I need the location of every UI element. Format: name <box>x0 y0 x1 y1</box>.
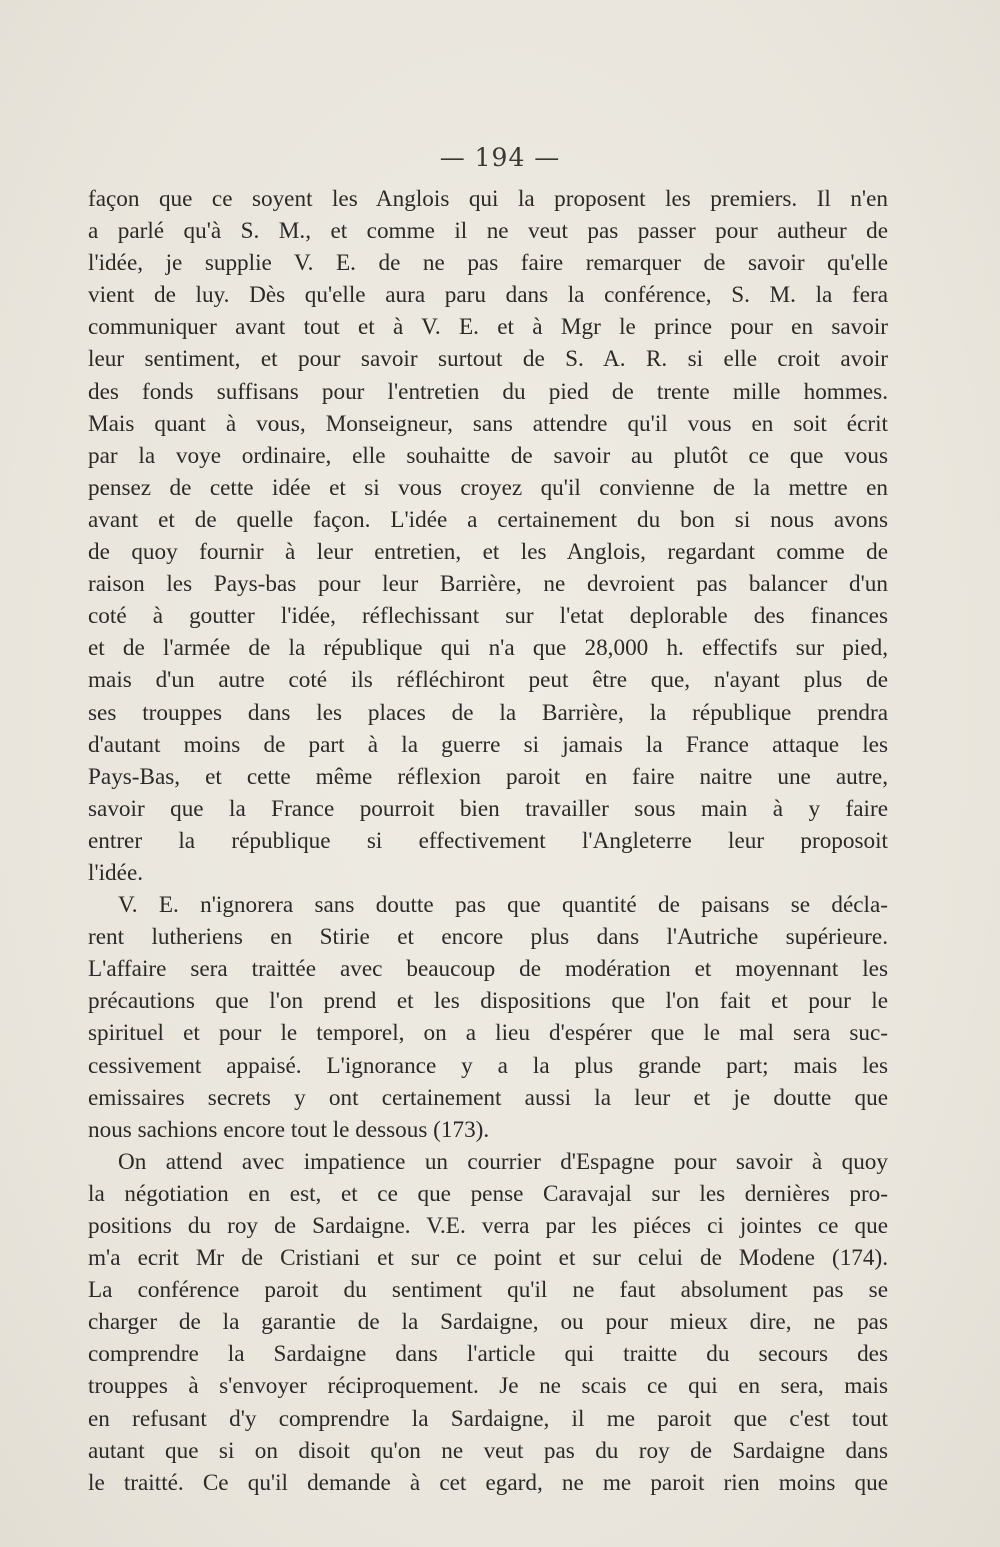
paragraph <box>88 889 888 1146</box>
text-line: l'idée, je supplie V. E. de ne pas faire remarquer de savoir qu'elle <box>88 250 888 277</box>
text-line: Pays-Bas, et cette même réflexion paroit en faire naitre une autre, <box>88 763 888 790</box>
text-line: On attend avec impatience un courrier d'Espagne pour savoir à quoy <box>118 1148 888 1175</box>
text-line: l'idée. <box>88 859 144 886</box>
text-line: en refusant d'y comprendre la Sardaigne, il me paroit que c'est tout <box>88 1405 888 1432</box>
text-line: raison les Pays-bas pour leur Barrière, ne devroient pas balancer d'un <box>88 571 888 598</box>
text-line: L'affaire sera traittée avec beaucoup de modération et moyennant les <box>88 956 888 983</box>
text-line: avant et de quelle façon. L'idée a certainement du bon si nous avons <box>88 506 888 533</box>
text-line: leur sentiment, et pour savoir surtout de S. A. R. si elle croit avoir <box>88 346 888 373</box>
page-number: — 194 — <box>439 143 561 172</box>
text-line: rent lutheriens en Stirie et encore plus dans l'Autriche supérieure. <box>88 924 888 951</box>
text-line: le traitté. Ce qu'il demande à cet egard, ne me paroit rien moins que <box>88 1469 888 1496</box>
text-line: nous sachions encore tout le dessous (173). <box>88 1116 490 1143</box>
text-line: cessivement appaisé. L'ignorance y a la plus grande part; mais les <box>88 1052 888 1079</box>
text-line: la négotiation en est, et ce que pense Caravajal sur les dernières pro- <box>88 1180 888 1207</box>
text-line: pensez de cette idée et si vous croyez qu'il convienne de la mettre en <box>88 474 888 501</box>
text-line: savoir que la France pourroit bien travailler sous main à y faire <box>88 795 888 822</box>
text-line: La conférence paroit du sentiment qu'il ne faut absolument pas se <box>88 1277 888 1304</box>
text-line: spirituel et pour le temporel, on a lieu d'espérer que le mal sera suc- <box>88 1020 888 1047</box>
text-line: m'a ecrit Mr de Cristiani et sur ce point et sur celui de Modene (174). <box>88 1245 888 1272</box>
text-line: Mais quant à vous, Monseigneur, sans attendre qu'il vous en soit écrit <box>88 410 888 437</box>
text-line: V. E. n'ignorera sans doutte pas que quantité de paisans se décla- <box>118 892 888 919</box>
text-line: positions du roy de Sardaigne. V.E. verra par les piéces ci jointes ce que <box>88 1213 888 1239</box>
body-text <box>88 183 888 1499</box>
text-line: charger de la garantie de la Sardaigne, ou pour mieux dire, ne pas <box>88 1309 888 1336</box>
text-line: et de l'armée de la république qui n'a que 28,000 h. effectifs sur pied, <box>88 635 888 662</box>
text-line: a parlé qu'à S. M., et comme il ne veut pas passer pour autheur de <box>88 218 888 245</box>
text-line: ses trouppes dans les places de la Barrière, la république prendra <box>88 699 888 726</box>
text-line: emissaires secrets y ont certainement aussi la leur et je doutte que <box>88 1084 888 1111</box>
text-line: par la voye ordinaire, elle souhaitte de savoir au plutôt ce que vous <box>88 442 888 469</box>
text-line: trouppes à s'envoyer réciproquement. Je ne scais ce qui en sera, mais <box>88 1373 888 1400</box>
text-line: entrer la république si effectivement l'Angleterre leur proposoit <box>88 827 888 854</box>
text-line: mais d'un autre coté ils réfléchiront peut être que, n'ayant plus de <box>88 667 888 694</box>
text-line: façon que ce soyent les Anglois qui la proposent les premiers. Il n'en <box>88 186 888 212</box>
text-line: de quoy fournir à leur entretien, et les Anglois, regardant comme de <box>88 539 888 566</box>
text-line: communiquer avant tout et à V. E. et à Mgr le prince pour en savoir <box>88 314 888 341</box>
text-line: des fonds suffisans pour l'entretien du pied de trente mille hommes. <box>88 378 888 405</box>
text-line: d'autant moins de part à la guerre si jamais la France attaque les <box>88 731 888 758</box>
text-line: comprendre la Sardaigne dans l'article qui traitte du secours des <box>88 1341 888 1368</box>
paragraph <box>88 183 888 889</box>
paragraph <box>88 1146 888 1499</box>
text-line: vient de luy. Dès qu'elle aura paru dans la conférence, S. M. la fera <box>88 282 888 309</box>
text-line: autant que si on disoit qu'on ne veut pas du roy de Sardaigne dans <box>88 1437 888 1464</box>
text-line: coté à goutter l'idée, réflechissant sur l'etat deplorable des finances <box>88 603 888 630</box>
text-line: précautions que l'on prend et les dispositions que l'on fait et pour le <box>88 988 888 1015</box>
